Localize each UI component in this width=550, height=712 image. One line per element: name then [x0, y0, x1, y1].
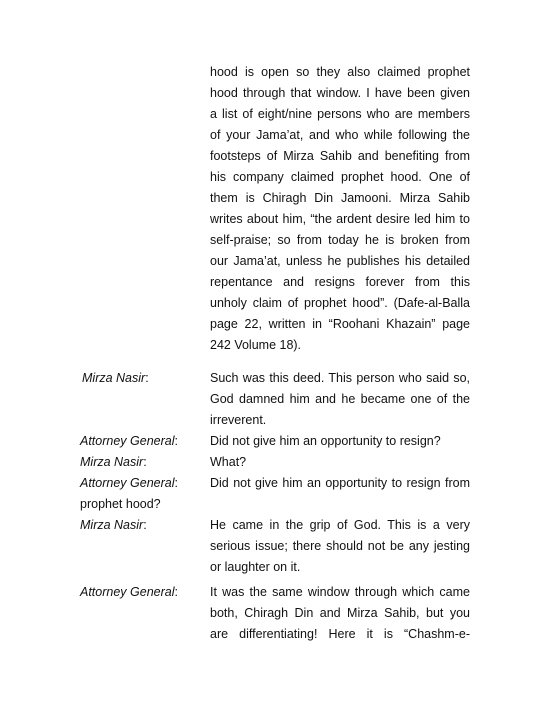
speaker-label	[80, 582, 178, 603]
text-line: unholy claim of prophet hood”. (Dafe-al-Balla	[210, 296, 470, 310]
speaker-colon: :	[174, 585, 178, 599]
text-line: our Jama’at, unless he publishes his detailed	[210, 254, 470, 268]
text-line: are differentiating! Here it is “Chashm-e-	[210, 627, 470, 641]
speaker-colon: :	[174, 434, 178, 448]
text-line: He came in the grip of God. This is a very	[210, 518, 470, 532]
speech-paragraph	[210, 582, 470, 645]
text-line: serious issue; there should not be any jesting	[210, 539, 470, 553]
speaker-colon: :	[145, 371, 149, 385]
text-line: a list of eight/nine persons who are members	[210, 107, 470, 121]
text-line: hood is open so they also claimed prophet	[210, 65, 470, 79]
speaker-name: Mirza Nasir	[82, 371, 146, 385]
speaker-name: Mirza Nasir	[80, 518, 144, 532]
speaker-colon: :	[143, 455, 147, 469]
speaker-colon: :	[143, 518, 147, 532]
speech-paragraph	[210, 368, 470, 431]
speech-paragraph	[210, 473, 470, 494]
continuation-paragraph	[210, 62, 470, 356]
speaker-colon: :	[174, 476, 178, 490]
text-line: them is Chiragh Din Jamooni. Mirza Sahib	[210, 191, 470, 205]
speaker-label	[82, 368, 149, 389]
speaker-label	[80, 452, 147, 473]
text-line: footsteps of Mirza Sahib and benefiting from	[210, 149, 470, 163]
speaker-label	[80, 473, 178, 494]
speaker-label	[80, 515, 147, 536]
speech-paragraph	[210, 452, 470, 473]
text-line: or laughter on it.	[210, 560, 301, 574]
text-line: page 22, written in “Roohani Khazain” page	[210, 317, 470, 331]
text-line: Such was this deed. This person who said so,	[210, 371, 470, 385]
speech-paragraph	[210, 431, 470, 452]
text-line: Did not give him an opportunity to resign from	[210, 476, 470, 490]
speech-paragraph	[210, 515, 470, 578]
speaker-name: Attorney General	[80, 476, 175, 490]
text-line: irreverent.	[210, 413, 267, 427]
speaker-name: Mirza Nasir	[80, 455, 144, 469]
text-line: self-praise; so from today he is broken from	[210, 233, 470, 247]
text-line: hood through that window. I have been given	[210, 86, 470, 100]
text-line: his company claimed prophet hood. One of	[210, 170, 470, 184]
speaker-name: Attorney General	[80, 434, 175, 448]
text-line: What?	[210, 455, 247, 469]
text-line: both, Chiragh Din and Mirza Sahib, but you	[210, 606, 470, 620]
text-line: It was the same window through which came	[210, 585, 470, 599]
wrapped-line: prophet hood?	[80, 497, 161, 511]
text-line: Did not give him an opportunity to resign?	[210, 434, 441, 448]
text-line: God damned him and he became one of the	[210, 392, 470, 406]
text-line: repentance and resigns forever from this	[210, 275, 470, 289]
text-line: 242 Volume 18).	[210, 338, 302, 352]
speaker-label	[80, 431, 178, 452]
text-line: of your Jama’at, and who while following the	[210, 128, 470, 142]
text-line: writes about him, “the ardent desire led him to	[210, 212, 470, 226]
speaker-name: Attorney General	[80, 585, 175, 599]
